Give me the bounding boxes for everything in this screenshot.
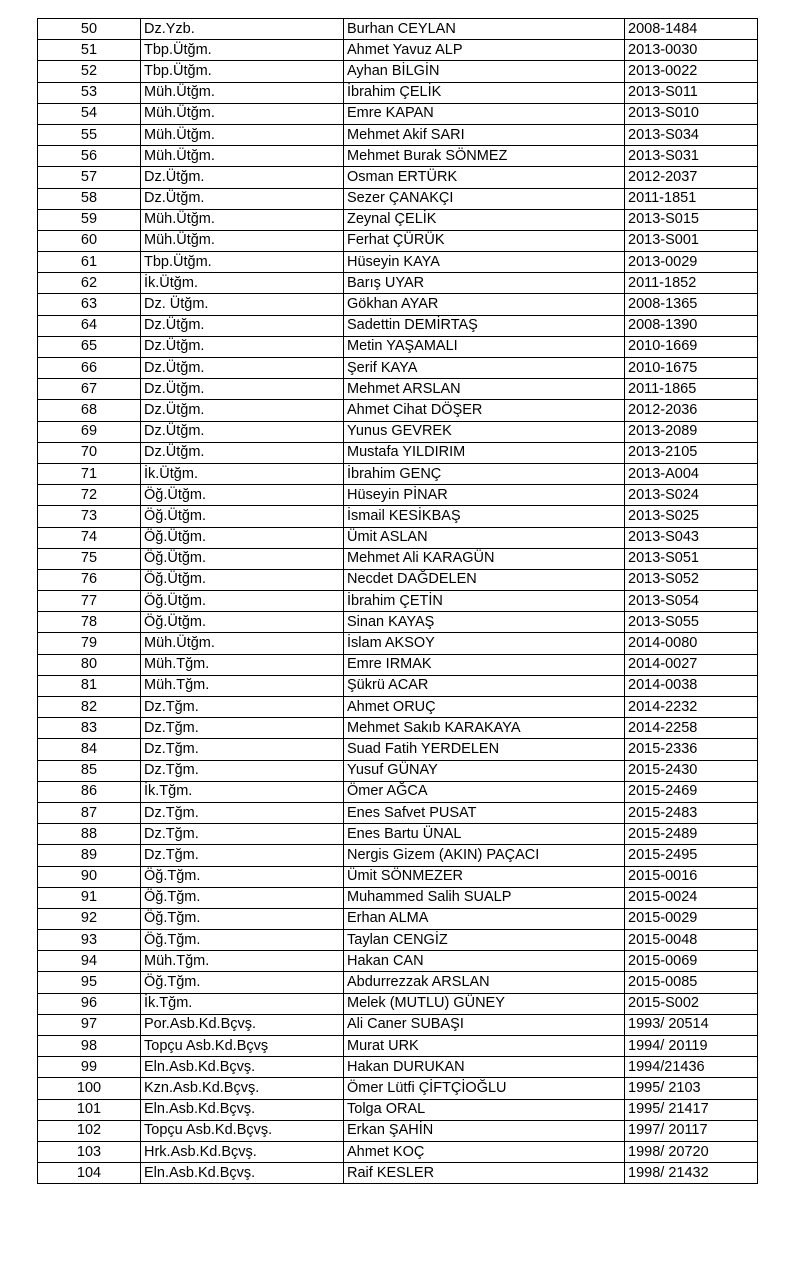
- registry-number-cell: 1995/ 2103: [625, 1078, 758, 1099]
- full-name-cell: Zeynal ÇELİK: [344, 209, 625, 230]
- rank-cell: Öğ.Ütğm.: [141, 527, 344, 548]
- rank-cell: Dz.Ütğm.: [141, 188, 344, 209]
- full-name-cell: Ömer Lütfi ÇİFTÇİOĞLU: [344, 1078, 625, 1099]
- table-row: [38, 548, 758, 569]
- full-name-cell: Ayhan BİLGİN: [344, 61, 625, 82]
- registry-number-cell: 2015-0016: [625, 866, 758, 887]
- table-row: [38, 82, 758, 103]
- table-row: [38, 739, 758, 760]
- full-name-cell: Nergis Gizem (AKIN) PAÇACI: [344, 845, 625, 866]
- registry-number-cell: 2014-0080: [625, 633, 758, 654]
- registry-number-cell: 2015-0085: [625, 972, 758, 993]
- row-number-cell: 97: [38, 1014, 141, 1035]
- full-name-cell: Ali Caner SUBAŞI: [344, 1014, 625, 1035]
- full-name-cell: Tolga ORAL: [344, 1099, 625, 1120]
- registry-number-cell: 1994/21436: [625, 1057, 758, 1078]
- row-number-cell: 53: [38, 82, 141, 103]
- registry-number-cell: 2010-1675: [625, 358, 758, 379]
- full-name-cell: Ahmet Yavuz ALP: [344, 40, 625, 61]
- rank-cell: Müh.Ütğm.: [141, 230, 344, 251]
- rank-cell: Dz.Tğm.: [141, 718, 344, 739]
- table-row: [38, 993, 758, 1014]
- full-name-cell: Taylan CENGİZ: [344, 930, 625, 951]
- row-number-cell: 92: [38, 908, 141, 929]
- table-row: [38, 188, 758, 209]
- registry-number-cell: 2015-0024: [625, 887, 758, 908]
- registry-number-cell: 2013-0030: [625, 40, 758, 61]
- rank-cell: Dz.Ütğm.: [141, 379, 344, 400]
- table-row: [38, 61, 758, 82]
- rank-cell: Öğ.Tğm.: [141, 887, 344, 908]
- registry-number-cell: 1994/ 20119: [625, 1036, 758, 1057]
- rank-cell: Öğ.Ütğm.: [141, 548, 344, 569]
- rank-cell: Hrk.Asb.Kd.Bçvş.: [141, 1141, 344, 1162]
- row-number-cell: 104: [38, 1163, 141, 1184]
- row-number-cell: 82: [38, 697, 141, 718]
- row-number-cell: 71: [38, 463, 141, 484]
- row-number-cell: 74: [38, 527, 141, 548]
- row-number-cell: 57: [38, 167, 141, 188]
- full-name-cell: Hakan CAN: [344, 951, 625, 972]
- rank-cell: Müh.Ütğm.: [141, 633, 344, 654]
- table-row: [38, 908, 758, 929]
- table-row: [38, 252, 758, 273]
- rank-cell: Por.Asb.Kd.Bçvş.: [141, 1014, 344, 1035]
- registry-number-cell: 2012-2036: [625, 400, 758, 421]
- table-row: [38, 718, 758, 739]
- table-row: [38, 167, 758, 188]
- rank-cell: Öğ.Tğm.: [141, 866, 344, 887]
- table-row: [38, 612, 758, 633]
- rank-cell: Müh.Tğm.: [141, 675, 344, 696]
- registry-number-cell: 2013-S011: [625, 82, 758, 103]
- row-number-cell: 58: [38, 188, 141, 209]
- registry-number-cell: 2013-A004: [625, 463, 758, 484]
- registry-number-cell: 2013-S043: [625, 527, 758, 548]
- row-number-cell: 89: [38, 845, 141, 866]
- rank-cell: Müh.Ütğm.: [141, 146, 344, 167]
- full-name-cell: Barış UYAR: [344, 273, 625, 294]
- row-number-cell: 55: [38, 124, 141, 145]
- rank-cell: Dz.Ütğm.: [141, 442, 344, 463]
- registry-number-cell: 2015-S002: [625, 993, 758, 1014]
- table-row: [38, 654, 758, 675]
- row-number-cell: 56: [38, 146, 141, 167]
- rank-cell: Dz.Tğm.: [141, 739, 344, 760]
- registry-number-cell: 2014-0027: [625, 654, 758, 675]
- rank-cell: Dz.Tğm.: [141, 697, 344, 718]
- full-name-cell: Gökhan AYAR: [344, 294, 625, 315]
- rank-cell: Dz.Ütğm.: [141, 167, 344, 188]
- full-name-cell: Sezer ÇANAKÇI: [344, 188, 625, 209]
- registry-number-cell: 2015-2430: [625, 760, 758, 781]
- row-number-cell: 83: [38, 718, 141, 739]
- registry-number-cell: 2015-2495: [625, 845, 758, 866]
- registry-number-cell: 2008-1365: [625, 294, 758, 315]
- registry-number-cell: 2013-S031: [625, 146, 758, 167]
- row-number-cell: 93: [38, 930, 141, 951]
- row-number-cell: 60: [38, 230, 141, 251]
- rank-cell: Dz.Ütğm.: [141, 315, 344, 336]
- table-row: [38, 802, 758, 823]
- row-number-cell: 69: [38, 421, 141, 442]
- registry-number-cell: 1998/ 21432: [625, 1163, 758, 1184]
- personnel-table-body: [38, 19, 758, 1184]
- full-name-cell: Ömer AĞCA: [344, 781, 625, 802]
- registry-number-cell: 2008-1390: [625, 315, 758, 336]
- registry-number-cell: 2013-2089: [625, 421, 758, 442]
- registry-number-cell: 2011-1851: [625, 188, 758, 209]
- rank-cell: Öğ.Tğm.: [141, 908, 344, 929]
- row-number-cell: 59: [38, 209, 141, 230]
- registry-number-cell: 2013-S034: [625, 124, 758, 145]
- row-number-cell: 73: [38, 506, 141, 527]
- rank-cell: Öğ.Ütğm.: [141, 506, 344, 527]
- rank-cell: İk.Tğm.: [141, 993, 344, 1014]
- full-name-cell: Necdet DAĞDELEN: [344, 569, 625, 590]
- table-row: [38, 273, 758, 294]
- rank-cell: Müh.Ütğm.: [141, 124, 344, 145]
- full-name-cell: Erkan ŞAHİN: [344, 1120, 625, 1141]
- table-row: [38, 421, 758, 442]
- table-row: [38, 19, 758, 40]
- rank-cell: Dz.Yzb.: [141, 19, 344, 40]
- rank-cell: Dz.Tğm.: [141, 845, 344, 866]
- registry-number-cell: 2010-1669: [625, 336, 758, 357]
- table-row: [38, 124, 758, 145]
- full-name-cell: Mehmet Burak SÖNMEZ: [344, 146, 625, 167]
- table-row: [38, 103, 758, 124]
- full-name-cell: Muhammed Salih SUALP: [344, 887, 625, 908]
- table-row: [38, 1078, 758, 1099]
- row-number-cell: 61: [38, 252, 141, 273]
- rank-cell: Eln.Asb.Kd.Bçvş.: [141, 1099, 344, 1120]
- row-number-cell: 50: [38, 19, 141, 40]
- full-name-cell: Hüseyin PİNAR: [344, 485, 625, 506]
- table-row: [38, 336, 758, 357]
- registry-number-cell: 2013-S054: [625, 591, 758, 612]
- row-number-cell: 90: [38, 866, 141, 887]
- table-row: [38, 506, 758, 527]
- table-row: [38, 1163, 758, 1184]
- row-number-cell: 63: [38, 294, 141, 315]
- row-number-cell: 84: [38, 739, 141, 760]
- row-number-cell: 94: [38, 951, 141, 972]
- registry-number-cell: 2013-S055: [625, 612, 758, 633]
- rank-cell: Tbp.Ütğm.: [141, 40, 344, 61]
- table-row: [38, 400, 758, 421]
- table-row: [38, 527, 758, 548]
- table-row: [38, 230, 758, 251]
- rank-cell: Dz.Ütğm.: [141, 421, 344, 442]
- registry-number-cell: 2013-0029: [625, 252, 758, 273]
- rank-cell: Eln.Asb.Kd.Bçvş.: [141, 1057, 344, 1078]
- rank-cell: Dz.Tğm.: [141, 824, 344, 845]
- table-row: [38, 845, 758, 866]
- rank-cell: Müh.Tğm.: [141, 951, 344, 972]
- full-name-cell: Mustafa YILDIRIM: [344, 442, 625, 463]
- registry-number-cell: 1997/ 20117: [625, 1120, 758, 1141]
- rank-cell: Dz.Tğm.: [141, 802, 344, 823]
- row-number-cell: 102: [38, 1120, 141, 1141]
- full-name-cell: Ferhat ÇÜRÜK: [344, 230, 625, 251]
- full-name-cell: Mehmet Akif SARI: [344, 124, 625, 145]
- rank-cell: Öğ.Tğm.: [141, 972, 344, 993]
- registry-number-cell: 2014-0038: [625, 675, 758, 696]
- rank-cell: Öğ.Ütğm.: [141, 569, 344, 590]
- registry-number-cell: 2015-2469: [625, 781, 758, 802]
- full-name-cell: Yunus GEVREK: [344, 421, 625, 442]
- registry-number-cell: 1995/ 21417: [625, 1099, 758, 1120]
- registry-number-cell: 2011-1865: [625, 379, 758, 400]
- row-number-cell: 80: [38, 654, 141, 675]
- full-name-cell: Enes Safvet PUSAT: [344, 802, 625, 823]
- row-number-cell: 95: [38, 972, 141, 993]
- rank-cell: Topçu Asb.Kd.Bçvş: [141, 1036, 344, 1057]
- table-row: [38, 951, 758, 972]
- registry-number-cell: 2013-S010: [625, 103, 758, 124]
- full-name-cell: Mehmet ARSLAN: [344, 379, 625, 400]
- table-row: [38, 146, 758, 167]
- table-row: [38, 569, 758, 590]
- row-number-cell: 70: [38, 442, 141, 463]
- rank-cell: Müh.Ütğm.: [141, 209, 344, 230]
- registry-number-cell: 2014-2258: [625, 718, 758, 739]
- rank-cell: Dz.Tğm.: [141, 760, 344, 781]
- registry-number-cell: 2013-S025: [625, 506, 758, 527]
- row-number-cell: 64: [38, 315, 141, 336]
- table-row: [38, 1014, 758, 1035]
- rank-cell: İk.Tğm.: [141, 781, 344, 802]
- rank-cell: İk.Ütğm.: [141, 273, 344, 294]
- table-row: [38, 824, 758, 845]
- table-row: [38, 1099, 758, 1120]
- row-number-cell: 99: [38, 1057, 141, 1078]
- table-row: [38, 781, 758, 802]
- full-name-cell: Hüseyin KAYA: [344, 252, 625, 273]
- rank-cell: Öğ.Ütğm.: [141, 591, 344, 612]
- registry-number-cell: 2011-1852: [625, 273, 758, 294]
- row-number-cell: 101: [38, 1099, 141, 1120]
- row-number-cell: 103: [38, 1141, 141, 1162]
- table-row: [38, 633, 758, 654]
- row-number-cell: 100: [38, 1078, 141, 1099]
- row-number-cell: 86: [38, 781, 141, 802]
- full-name-cell: Erhan ALMA: [344, 908, 625, 929]
- table-row: [38, 887, 758, 908]
- registry-number-cell: 2013-S015: [625, 209, 758, 230]
- row-number-cell: 54: [38, 103, 141, 124]
- table-row: [38, 463, 758, 484]
- rank-cell: İk.Ütğm.: [141, 463, 344, 484]
- rank-cell: Kzn.Asb.Kd.Bçvş.: [141, 1078, 344, 1099]
- registry-number-cell: 2014-2232: [625, 697, 758, 718]
- full-name-cell: Metin YAŞAMALI: [344, 336, 625, 357]
- row-number-cell: 91: [38, 887, 141, 908]
- rank-cell: Müh.Ütğm.: [141, 82, 344, 103]
- table-row: [38, 379, 758, 400]
- rank-cell: Müh.Ütğm.: [141, 103, 344, 124]
- full-name-cell: Ümit ASLAN: [344, 527, 625, 548]
- row-number-cell: 88: [38, 824, 141, 845]
- rank-cell: Dz. Ütğm.: [141, 294, 344, 315]
- full-name-cell: Mehmet Sakıb KARAKAYA: [344, 718, 625, 739]
- registry-number-cell: 2013-S001: [625, 230, 758, 251]
- registry-number-cell: 2015-0029: [625, 908, 758, 929]
- row-number-cell: 68: [38, 400, 141, 421]
- table-row: [38, 675, 758, 696]
- row-number-cell: 77: [38, 591, 141, 612]
- full-name-cell: Melek (MUTLU) GÜNEY: [344, 993, 625, 1014]
- row-number-cell: 62: [38, 273, 141, 294]
- row-number-cell: 72: [38, 485, 141, 506]
- row-number-cell: 52: [38, 61, 141, 82]
- full-name-cell: Ahmet Cihat DÖŞER: [344, 400, 625, 421]
- full-name-cell: Yusuf GÜNAY: [344, 760, 625, 781]
- table-row: [38, 1057, 758, 1078]
- rank-cell: Dz.Ütğm.: [141, 336, 344, 357]
- rank-cell: Müh.Tğm.: [141, 654, 344, 675]
- table-row: [38, 358, 758, 379]
- full-name-cell: Murat URK: [344, 1036, 625, 1057]
- registry-number-cell: 2015-2336: [625, 739, 758, 760]
- row-number-cell: 87: [38, 802, 141, 823]
- row-number-cell: 79: [38, 633, 141, 654]
- full-name-cell: Ümit SÖNMEZER: [344, 866, 625, 887]
- full-name-cell: Enes Bartu ÜNAL: [344, 824, 625, 845]
- rank-cell: Öğ.Ütğm.: [141, 612, 344, 633]
- registry-number-cell: 2013-0022: [625, 61, 758, 82]
- registry-number-cell: 2013-S051: [625, 548, 758, 569]
- full-name-cell: İbrahim GENÇ: [344, 463, 625, 484]
- full-name-cell: Emre IRMAK: [344, 654, 625, 675]
- table-row: [38, 1120, 758, 1141]
- registry-number-cell: 2015-2483: [625, 802, 758, 823]
- full-name-cell: Suad Fatih YERDELEN: [344, 739, 625, 760]
- registry-number-cell: 2015-0069: [625, 951, 758, 972]
- rank-cell: Dz.Ütğm.: [141, 358, 344, 379]
- rank-cell: Dz.Ütğm.: [141, 400, 344, 421]
- table-row: [38, 972, 758, 993]
- registry-number-cell: 2008-1484: [625, 19, 758, 40]
- row-number-cell: 81: [38, 675, 141, 696]
- full-name-cell: Ahmet ORUÇ: [344, 697, 625, 718]
- full-name-cell: Şerif KAYA: [344, 358, 625, 379]
- rank-cell: Tbp.Ütğm.: [141, 61, 344, 82]
- full-name-cell: Sadettin DEMİRTAŞ: [344, 315, 625, 336]
- row-number-cell: 51: [38, 40, 141, 61]
- registry-number-cell: 2013-S024: [625, 485, 758, 506]
- row-number-cell: 85: [38, 760, 141, 781]
- full-name-cell: Raif KESLER: [344, 1163, 625, 1184]
- full-name-cell: Abdurrezzak ARSLAN: [344, 972, 625, 993]
- table-row: [38, 315, 758, 336]
- table-row: [38, 866, 758, 887]
- table-row: [38, 442, 758, 463]
- registry-number-cell: 2015-2489: [625, 824, 758, 845]
- registry-number-cell: 1998/ 20720: [625, 1141, 758, 1162]
- rank-cell: Eln.Asb.Kd.Bçvş.: [141, 1163, 344, 1184]
- registry-number-cell: 2013-2105: [625, 442, 758, 463]
- table-row: [38, 294, 758, 315]
- table-row: [38, 40, 758, 61]
- table-row: [38, 1036, 758, 1057]
- full-name-cell: Şükrü ACAR: [344, 675, 625, 696]
- rank-cell: Öğ.Ütğm.: [141, 485, 344, 506]
- registry-number-cell: 1993/ 20514: [625, 1014, 758, 1035]
- row-number-cell: 76: [38, 569, 141, 590]
- row-number-cell: 98: [38, 1036, 141, 1057]
- full-name-cell: Ahmet KOÇ: [344, 1141, 625, 1162]
- table-row: [38, 485, 758, 506]
- row-number-cell: 65: [38, 336, 141, 357]
- table-row: [38, 697, 758, 718]
- table-row: [38, 591, 758, 612]
- rank-cell: Tbp.Ütğm.: [141, 252, 344, 273]
- full-name-cell: Burhan CEYLAN: [344, 19, 625, 40]
- registry-number-cell: 2015-0048: [625, 930, 758, 951]
- full-name-cell: İbrahim ÇETİN: [344, 591, 625, 612]
- row-number-cell: 67: [38, 379, 141, 400]
- full-name-cell: Emre KAPAN: [344, 103, 625, 124]
- registry-number-cell: 2013-S052: [625, 569, 758, 590]
- row-number-cell: 78: [38, 612, 141, 633]
- full-name-cell: İsmail KESİKBAŞ: [344, 506, 625, 527]
- full-name-cell: İbrahim ÇELİK: [344, 82, 625, 103]
- row-number-cell: 96: [38, 993, 141, 1014]
- row-number-cell: 66: [38, 358, 141, 379]
- full-name-cell: Mehmet Ali KARAGÜN: [344, 548, 625, 569]
- personnel-table: [37, 18, 758, 1184]
- table-row: [38, 1141, 758, 1162]
- registry-number-cell: 2012-2037: [625, 167, 758, 188]
- full-name-cell: Hakan DURUKAN: [344, 1057, 625, 1078]
- table-row: [38, 930, 758, 951]
- full-name-cell: Osman ERTÜRK: [344, 167, 625, 188]
- row-number-cell: 75: [38, 548, 141, 569]
- table-row: [38, 760, 758, 781]
- table-row: [38, 209, 758, 230]
- rank-cell: Topçu Asb.Kd.Bçvş.: [141, 1120, 344, 1141]
- full-name-cell: Sinan KAYAŞ: [344, 612, 625, 633]
- full-name-cell: İslam AKSOY: [344, 633, 625, 654]
- rank-cell: Öğ.Tğm.: [141, 930, 344, 951]
